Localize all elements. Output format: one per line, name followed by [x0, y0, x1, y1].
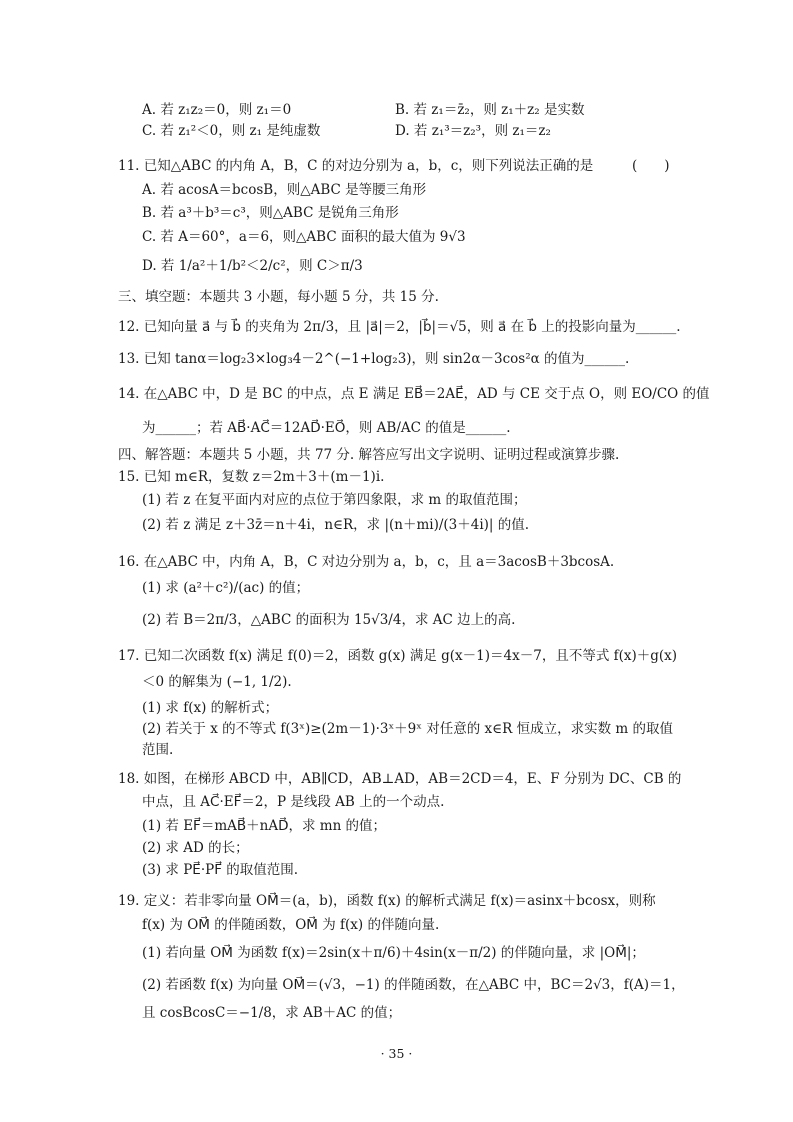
q17-line-2: ＜0 的解集为 (−1, 1/2).	[142, 674, 292, 690]
q18-line-1: 18. 如图，在梯形 ABCD 中，AB∥CD，AB⊥AD，AB＝2CD＝4，E、F 分别为 DC、CB 的	[118, 771, 682, 787]
section-4-heading: 四、解答题：本题共 5 小题，共 77 分. 解答应写出文字说明、证明过程或演算步骤.	[118, 447, 620, 463]
q10-option-a: A. 若 z₁z₂＝0，则 z₁＝0	[142, 102, 292, 118]
q18-part-1: (1) 若 EF⃗＝mAB⃗＋nAD⃗，求 mn 的值；	[142, 818, 387, 834]
q19-line-1: 19. 定义：若非零向量 OM⃗＝(a，b)，函数 f(x) 的解析式满足 f(x)＝asinx＋bcosx，则称	[118, 893, 656, 909]
q19-part-1: (1) 若向量 OM⃗ 为函数 f(x)＝2sin(x＋π/6)＋4sin(x－π/2) 的伴随向量，求 |OM⃗|；	[142, 945, 645, 961]
q18-line-2: 中点，且 AC⃗·EF⃗＝2，P 是线段 AB 上的一个动点.	[142, 794, 445, 810]
q10-option-b: B. 若 z₁＝z̄₂，则 z₁＋z₂ 是实数	[395, 102, 585, 118]
q11-answer-paren: ( )	[632, 158, 670, 174]
q19-part-2-cont: 且 cosBcosC＝−1/8，求 AB＋AC 的值；	[142, 1005, 402, 1021]
q19-part-2: (2) 若函数 f(x) 为向量 OM⃗＝(√3，−1) 的伴随函数，在△ABC 中，BC＝2√3，f(A)＝1，	[142, 977, 685, 993]
q15-stem: 15. 已知 m∈R，复数 z＝2m＋3＋(m－1)i.	[118, 469, 385, 485]
q15-part-1: (1) 若 z 在复平面内对应的点位于第四象限，求 m 的取值范围；	[142, 492, 527, 508]
q13-text: 13. 已知 tanα＝log₂3×log₃4－2^(−1+log₂3)，则 sin2α－3cos²α 的值为______.	[118, 351, 630, 367]
section-3-heading: 三、填空题：本题共 3 小题，每小题 5 分，共 15 分.	[118, 289, 439, 305]
q12-text: 12. 已知向量 a⃗ 与 b⃗ 的夹角为 2π/3，且 |a⃗|＝2，|b⃗|＝√5，则 a⃗ 在 b⃗ 上的投影向量为______.	[118, 319, 681, 335]
q15-part-2: (2) 若 z 满足 z＋3z̄＝n＋4i，n∈R，求 |(n＋mi)/(3＋4i)| 的值.	[142, 517, 530, 533]
q10-option-c: C. 若 z₁²＜0，则 z₁ 是纯虚数	[142, 123, 321, 139]
q17-line-1: 17. 已知二次函数 f(x) 满足 f(0)＝2，函数 g(x) 满足 g(x－1)＝4x－7，且不等式 f(x)＋g(x)	[118, 648, 678, 664]
q11-option-c: C. 若 A＝60°，a＝6，则△ABC 面积的最大值为 9√3	[142, 229, 466, 245]
q11-option-d: D. 若 1/a²＋1/b²＜2/c²，则 C＞π/3	[142, 258, 363, 274]
q18-part-2: (2) 求 AD 的长；	[142, 840, 249, 856]
q18-part-3: (3) 求 PE⃗·PF⃗ 的取值范围.	[142, 862, 299, 878]
q17-part-2-cont: 范围.	[142, 742, 174, 758]
q10-option-d: D. 若 z₁³＝z₂³，则 z₁＝z₂	[395, 123, 551, 139]
q16-part-1: (1) 求 (a²＋c²)/(ac) 的值；	[142, 580, 310, 596]
page-number: · 35 ·	[380, 1046, 413, 1061]
q11-option-b: B. 若 a³＋b³＝c³，则△ABC 是锐角三角形	[142, 205, 399, 221]
q17-part-2: (2) 若关于 x 的不等式 f(3ˣ)≥(2m－1)·3ˣ＋9ˣ 对任意的 x∈R 恒成立，求实数 m 的取值	[142, 721, 674, 737]
q17-part-1: (1) 求 f(x) 的解析式；	[142, 700, 279, 716]
q14-line-2: 为______；若 AB⃗·AC⃗＝12AD⃗·EO⃗，则 AB/AC 的值是______.	[142, 420, 511, 436]
q14-line-1: 14. 在△ABC 中，D 是 BC 的中点，点 E 满足 EB⃗＝2AE⃗，AD 与 CE 交于点 O，则 EO/CO 的值	[118, 386, 710, 402]
q16-stem: 16. 在△ABC 中，内角 A，B，C 对边分别为 a，b，c，且 a＝3acosB＋3bcosA.	[118, 554, 615, 570]
q11-option-a: A. 若 acosA＝bcosB，则△ABC 是等腰三角形	[142, 182, 427, 198]
q19-line-2: f(x) 为 OM⃗ 的伴随函数，OM⃗ 为 f(x) 的伴随向量.	[142, 917, 440, 933]
q11-stem: 11. 已知△ABC 的内角 A，B，C 的对边分别为 a，b，c，则下列说法正确的是	[118, 158, 594, 174]
q16-part-2: (2) 若 B＝2π/3，△ABC 的面积为 15√3/4，求 AC 边上的高.	[142, 612, 516, 628]
